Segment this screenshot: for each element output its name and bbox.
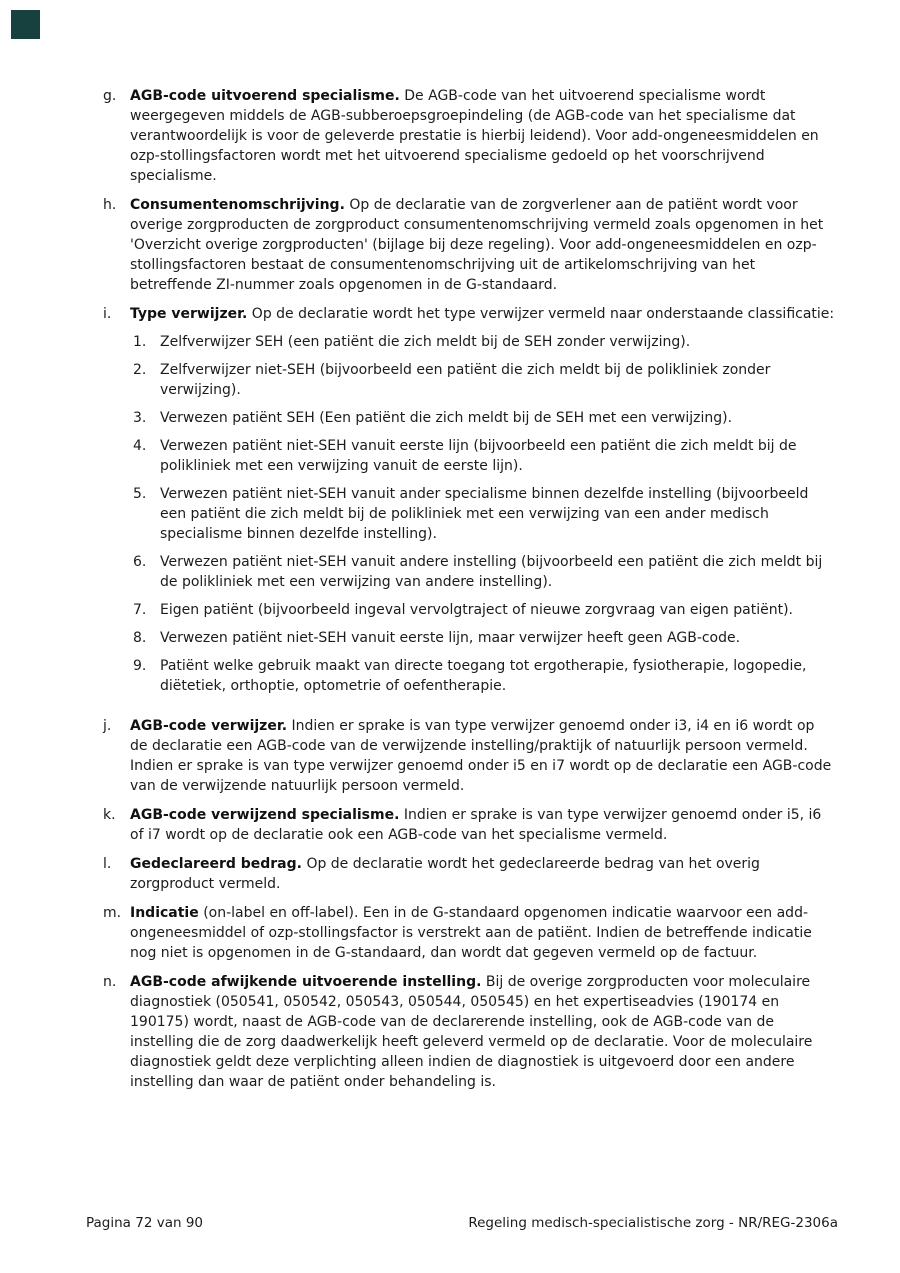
item-text xyxy=(130,86,835,186)
sublist-item-6 xyxy=(133,552,835,592)
sublist-number: 8. xyxy=(133,630,147,646)
item-text xyxy=(130,716,835,796)
item-letter: n. xyxy=(103,974,117,990)
list-item-n xyxy=(103,972,835,1092)
item-lead: Indicatie xyxy=(130,905,199,921)
item-letter: i. xyxy=(103,306,112,322)
sublist-number: 4. xyxy=(133,438,147,454)
sublist-number: 3. xyxy=(133,410,147,426)
document-title: Regeling medisch-specialistische zorg - NR/REG-2306a xyxy=(468,1215,838,1231)
sublist-item-2 xyxy=(133,360,835,400)
page-number: Pagina 72 van 90 xyxy=(86,1215,204,1231)
sublist-item-4 xyxy=(133,436,835,476)
sublist-item-1 xyxy=(133,332,835,352)
sublist-item-9 xyxy=(133,656,835,696)
sublist-item-8 xyxy=(133,628,835,648)
list-item-k xyxy=(103,805,835,845)
item-lead: AGB-code verwijzend specialisme. xyxy=(130,807,400,823)
item-lead: Consumentenomschrijving. xyxy=(130,197,345,213)
numbered-sublist xyxy=(133,332,835,696)
sublist-item-7 xyxy=(133,600,835,620)
item-rest: De AGB-code van het uitvoerend specialisme wordt weergegeven middels de AGB-subberoepsgroepindeling (de AGB-code van het specialisme dat verantwoordelijk is voor de geleverde prestatie is hierbij leidend). Voor add-ongeneesmiddelen en ozp-stollingsfactoren wordt met het uitvoerend specialisme gedoeld op het voorschrijvend specialisme. xyxy=(130,88,819,184)
list-item-j xyxy=(103,716,835,796)
item-text xyxy=(130,304,835,696)
item-lead: AGB-code verwijzer. xyxy=(130,718,288,734)
sublist-number: 7. xyxy=(133,602,147,618)
item-letter: g. xyxy=(103,88,117,104)
item-text xyxy=(130,854,835,894)
sublist-text: Zelfverwijzer niet-SEH (bijvoorbeeld een patiënt die zich meldt bij de polikliniek zonder verwijzing). xyxy=(160,362,771,398)
item-letter: l. xyxy=(103,856,112,872)
item-text xyxy=(130,805,835,845)
item-lead: AGB-code uitvoerend specialisme. xyxy=(130,88,400,104)
item-letter: k. xyxy=(103,807,116,823)
item-rest: Indien er sprake is van type verwijzer genoemd onder i3, i4 en i6 wordt op de declaratie een AGB-code van de verwijzende instelling/praktijk of natuurlijk persoon vermeld. Indien er sprake is van type verwijzer genoemd onder i5 en i7 wordt op de declaratie een AGB-code van de verwijzende natuurlijk persoon vermeld. xyxy=(130,718,832,794)
item-rest: Op de declaratie van de zorgverlener aan de patiënt wordt voor overige zorgproducten de zorgproduct consumentenomschrijving vermeld zoals opgenomen in het 'Overzicht overige zorgproducten' (bijlage bij deze regeling). Voor add-ongeneesmiddelen en ozp-stollingsfactoren bestaat de consumentenomschrijving uit de artikelomschrijving van het betreffende ZI-nummer zoals opgenomen in de G-standaard. xyxy=(130,197,824,293)
item-rest: Indien er sprake is van type verwijzer genoemd onder i5, i6 of i7 wordt op de declaratie ook een AGB-code van het specialisme vermeld. xyxy=(130,807,822,843)
item-text xyxy=(130,972,835,1092)
item-rest: (on-label en off-label). Een in de G-standaard opgenomen indicatie waarvoor een add-ongeneesmiddel of ozp-stollingsfactor is verstrekt aan de patiënt. Indien de betreffende indicatie nog niet is opgenomen in de G-standaard, dan wordt dat gegeven vermeld op de factuur. xyxy=(130,905,812,961)
list-item-l xyxy=(103,854,835,894)
list-item-h xyxy=(103,195,835,295)
item-letter: m. xyxy=(103,905,122,921)
item-letter: j. xyxy=(103,718,112,734)
item-rest: Bij de overige zorgproducten voor moleculaire diagnostiek (050541, 050542, 050543, 050544, 050545) en het expertiseadvies (190174 en 190175) wordt, naast de AGB-code van de declarerende instelling, ook de AGB-code van de instelling die de zorg daadwerkelijk heeft geleverd vermeld op de declaratie. Voor de moleculaire diagnostiek geldt deze verplichting alleen indien de diagnostiek is uitgevoerd door een andere instelling dan waar de patiënt onder behandeling is. xyxy=(130,974,813,1090)
sublist-text: Verwezen patiënt niet-SEH vanuit ander specialisme binnen dezelfde instelling (bijvoorbeeld een patiënt die zich meldt bij de polikliniek met een verwijzing van een ander medisch specialisme binnen dezelfde instelling). xyxy=(160,486,809,542)
item-rest: Op de declaratie wordt het gedeclareerde bedrag van het overig zorgproduct vermeld. xyxy=(130,856,760,892)
item-lead: Type verwijzer. xyxy=(130,306,248,322)
sublist-number: 5. xyxy=(133,486,147,502)
list-item-m xyxy=(103,903,835,963)
item-lead: Gedeclareerd bedrag. xyxy=(130,856,302,872)
sublist-text: Verwezen patiënt SEH (Een patiënt die zich meldt bij de SEH met een verwijzing). xyxy=(160,410,733,426)
sublist-number: 1. xyxy=(133,334,147,350)
item-text xyxy=(130,195,835,295)
sublist-text: Verwezen patiënt niet-SEH vanuit eerste lijn (bijvoorbeeld een patiënt die zich meldt bij de polikliniek met een verwijzing vanuit de eerste lijn). xyxy=(160,438,797,474)
sublist-text: Eigen patiënt (bijvoorbeeld ingeval vervolgtraject of nieuwe zorgvraag van eigen patiënt). xyxy=(160,602,793,618)
sublist-text: Verwezen patiënt niet-SEH vanuit andere instelling (bijvoorbeeld een patiënt die zich meldt bij de polikliniek met een verwijzing van andere instelling). xyxy=(160,554,823,590)
item-lead: AGB-code afwijkende uitvoerende instelling. xyxy=(130,974,482,990)
sublist-number: 2. xyxy=(133,362,147,378)
sublist-number: 9. xyxy=(133,658,147,674)
sublist-text: Zelfverwijzer SEH (een patiënt die zich meldt bij de SEH zonder verwijzing). xyxy=(160,334,691,350)
sublist-item-3 xyxy=(133,408,835,428)
sublist-item-5 xyxy=(133,484,835,544)
item-letter: h. xyxy=(103,197,117,213)
lettered-list xyxy=(103,86,835,1092)
list-item-g xyxy=(103,86,835,186)
sublist-text: Verwezen patiënt niet-SEH vanuit eerste lijn, maar verwijzer heeft geen AGB-code. xyxy=(160,630,741,646)
sublist-number: 6. xyxy=(133,554,147,570)
item-rest: Op de declaratie wordt het type verwijzer vermeld naar onderstaande classificatie: xyxy=(251,306,835,322)
list-item-i xyxy=(103,304,835,696)
sublist-text: Patiënt welke gebruik maakt van directe toegang tot ergotherapie, fysiotherapie, logopedie, diëtetiek, orthoptie, optometrie of oefentherapie. xyxy=(160,658,807,694)
page-corner-marker xyxy=(11,10,40,39)
item-text xyxy=(130,903,835,963)
